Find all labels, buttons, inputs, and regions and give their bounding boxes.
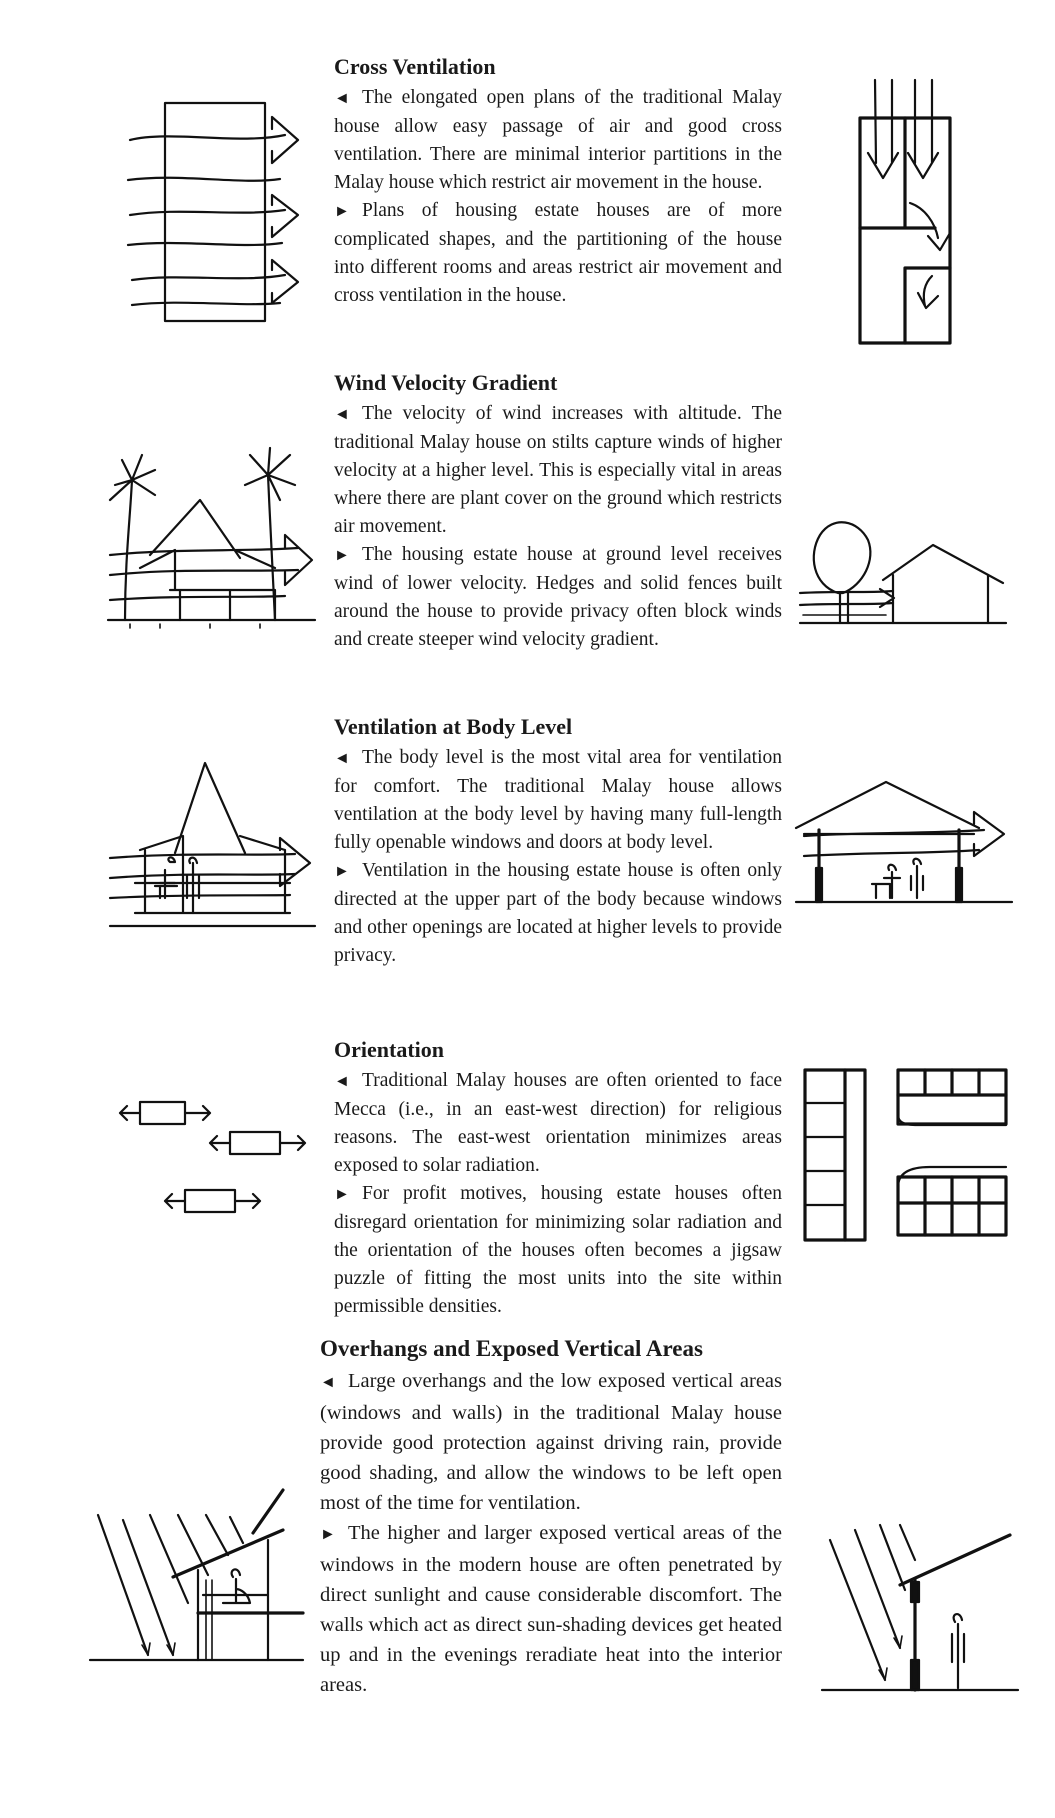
wind-gradient-estate-house [798, 505, 1008, 635]
paragraph-estate [334, 541, 782, 654]
section-heading: Ventilation at Body Level [334, 714, 573, 739]
paragraph-text: Traditional Malay houses are often oriented to face Mecca (i.e., in an east-west direction) for religious reasons. The east-west orientation minimizes areas exposed to solar radiation. [334, 1070, 782, 1176]
left-arrow-marker: ◄ [334, 90, 350, 107]
paragraph-text: The velocity of wind increases with altitude. The traditional Malay house on stilts capture winds of higher velocity at a higher level. This is especially vital in areas where there are plant cover on the ground which restricts air movement. [334, 403, 782, 537]
cross-ventilation-traditional-plan [120, 95, 300, 335]
orientation-traditional-layout [115, 1090, 315, 1230]
paragraph-traditional [334, 1067, 782, 1180]
right-arrow-marker: ► [334, 863, 350, 880]
section-heading: Wind Velocity Gradient [334, 370, 558, 395]
orientation-estate-layout [800, 1065, 1010, 1245]
overhang-estate-section [820, 1510, 1020, 1695]
section-heading: Orientation [334, 1037, 444, 1062]
paragraph-text: The body level is the most vital area for ventilation for comfort. The traditional Malay house allows ventilation at the body level by having many full-length fully openable windows and doors at body level. [334, 747, 782, 853]
paragraph-text: Plans of housing estate houses are of more complicated shapes, and the partitioning of the house into different rooms and areas restrict air movement and cross ventilation in the house. [334, 200, 782, 306]
section-wind-velocity-gradient [334, 370, 782, 654]
section-overhangs [320, 1336, 782, 1700]
section-heading: Cross Ventilation [334, 54, 496, 79]
paragraph-estate [320, 1518, 782, 1700]
left-arrow-marker: ◄ [334, 750, 350, 767]
section-orientation [334, 1037, 782, 1321]
paragraph-estate [334, 197, 782, 310]
left-arrow-marker: ◄ [334, 406, 350, 423]
paragraph-estate [334, 857, 782, 970]
body-level-traditional-house [105, 758, 320, 928]
paragraph-text: For profit motives, housing estate houses often disregard orientation for minimizing solar radiation and the orientation of the houses often becomes a jigsaw puzzle of fitting the most units into the site within permissible densities. [334, 1183, 782, 1317]
paragraph-text: Ventilation in the housing estate house is often only directed at the upper part of the body because windows and other openings are located at higher levels to provide privacy. [334, 860, 782, 966]
paragraph-traditional [334, 744, 782, 857]
right-arrow-marker: ► [334, 1186, 350, 1203]
overhang-traditional-section [88, 1485, 308, 1670]
wind-gradient-traditional-house [100, 440, 320, 630]
paragraph-traditional [334, 400, 782, 541]
body-level-estate-house [794, 772, 1014, 912]
paragraph-traditional [334, 84, 782, 197]
right-arrow-marker: ► [334, 547, 350, 564]
section-ventilation-body-level [334, 714, 782, 970]
paragraph-traditional [320, 1366, 782, 1518]
left-arrow-marker: ◄ [320, 1374, 336, 1391]
section-heading: Overhangs and Exposed Vertical Areas [320, 1336, 703, 1361]
paragraph-text: The higher and larger exposed vertical areas of the windows in the modern house are often penetrated by direct sunlight and cause considerable discomfort. The walls which act as direct sun-shading devices get heated up and in the evenings reradiate heat into the interior areas. [320, 1522, 782, 1696]
left-arrow-marker: ◄ [334, 1073, 350, 1090]
cross-ventilation-estate-plan [850, 78, 970, 348]
section-cross-ventilation [334, 54, 782, 310]
paragraph-text: Large overhangs and the low exposed vertical areas (windows and walls) in the traditional Malay house provide good protection against driving rain, provide good shading, and allow the windows to be left open most of the time for ventilation. [320, 1370, 782, 1514]
paragraph-text: The housing estate house at ground level receives wind of lower velocity. Hedges and solid fences built around the house to provide privacy often block winds and create steeper wind velocity gradient. [334, 544, 782, 650]
right-arrow-marker: ► [320, 1526, 336, 1543]
paragraph-text: The elongated open plans of the traditional Malay house allow easy passage of air and good cross ventilation. There are minimal interior partitions in the Malay house which restrict air movement in the house. [334, 87, 782, 193]
right-arrow-marker: ► [334, 203, 350, 220]
paragraph-estate [334, 1180, 782, 1321]
